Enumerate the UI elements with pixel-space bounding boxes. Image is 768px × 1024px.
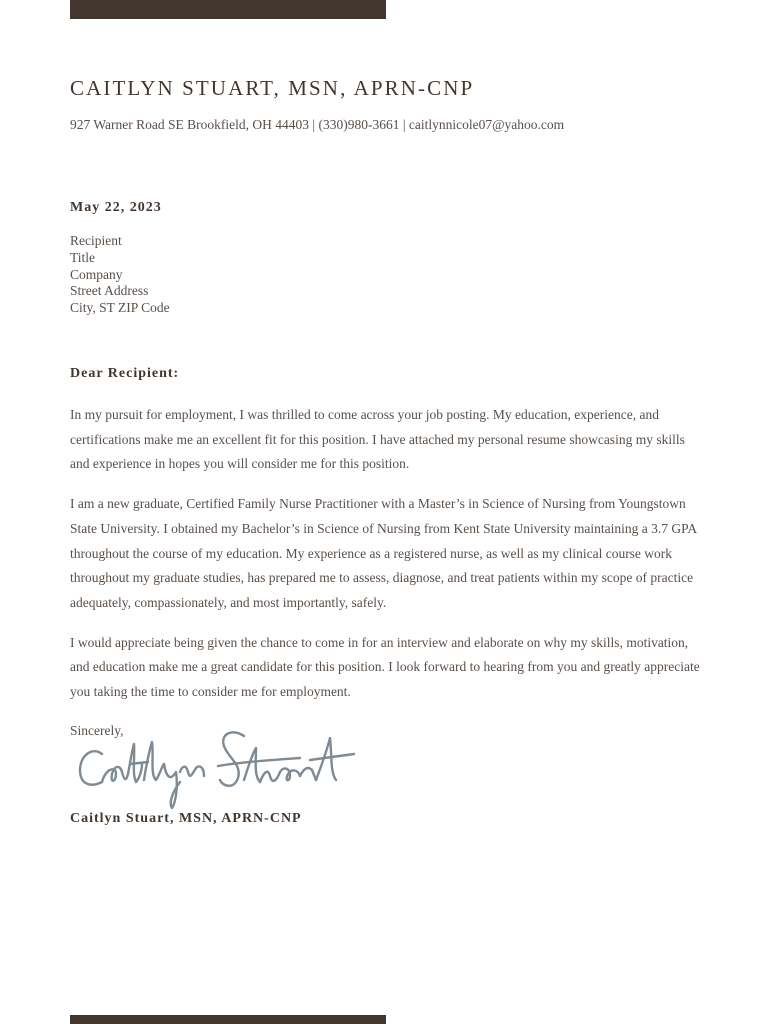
signer-name: Caitlyn Stuart, MSN, APRN-CNP [70, 811, 302, 826]
body-paragraph: I would appreciate being given the chance to come in for an interview and elaborate on why my skills, motivation, and education make me a great candidate for this position. I look forward to hearing from you and greatly appreciate you taking the time to consider me for employment. [70, 634, 700, 700]
salutation: Dear Recipient: [70, 366, 180, 381]
recipient-city-line: City, ST ZIP Code [70, 300, 170, 316]
closing: Sincerely, [70, 723, 124, 738]
recipient-company-line: Company [70, 266, 123, 282]
top-accent-bar [70, 0, 386, 19]
letter-body [70, 403, 700, 720]
body-paragraph: I am a new graduate, Certified Family Nurse Practitioner with a Master’s in Science of Nursing from Youngstown State University. I obtained my Bachelor’s in Science of Nursing from Kent State University maintaining a 3.7 GPA throughout the course of my education. My experience as a registered nurse, as well as my clinical course work throughout my graduate studies, has prepared me to assess, diagnose, and treat patients within my scope of practice adequately, compassionately, and most importantly, safely. [70, 496, 697, 610]
letter-date: May 22, 2023 [70, 200, 162, 215]
bottom-accent-bar [70, 1015, 386, 1024]
applicant-name-heading: CAITLYN STUART, MSN, APRN-CNP [70, 76, 475, 100]
recipient-address-block [70, 233, 170, 317]
recipient-title-line: Title [70, 249, 96, 265]
handwritten-signature [72, 724, 357, 816]
recipient-line: Recipient [70, 233, 122, 248]
body-paragraph: In my pursuit for employment, I was thrilled to come across your job posting. My education, experience, and certifications make me an excellent fit for this position. I have attached my personal resume showcasing my skills and experience in hopes you will consider me for this position. [70, 407, 685, 472]
contact-info: 927 Warner Road SE Brookfield, OH 44403 | (330)980-3661 | caitlynnicole07@yahoo.com [70, 117, 565, 132]
recipient-street-line: Street Address [70, 283, 149, 299]
